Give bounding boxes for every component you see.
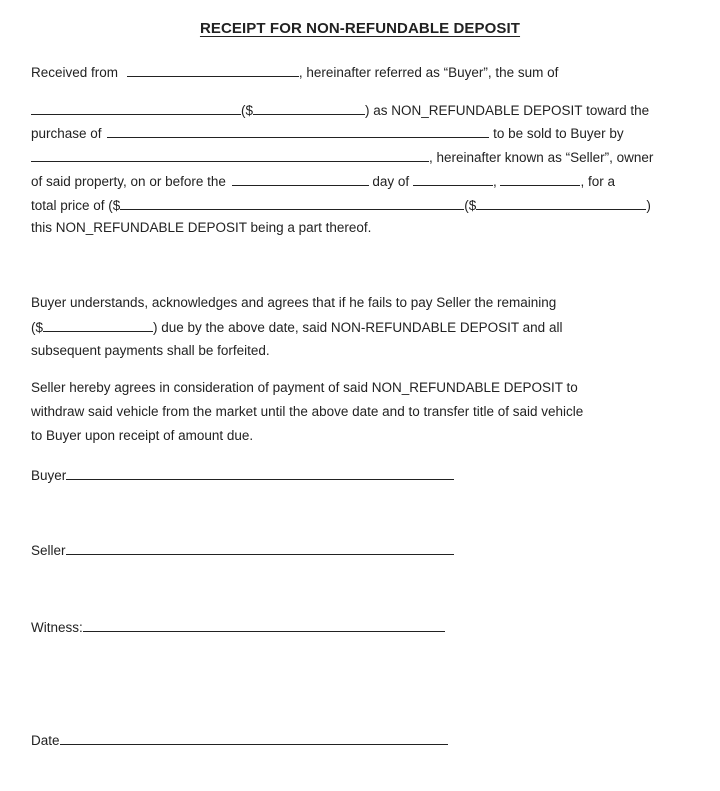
seller-name-blank[interactable] xyxy=(31,148,429,162)
p1-line-5 xyxy=(31,172,615,191)
remaining-dollar-open: ($ xyxy=(31,320,44,335)
withdraw-vehicle-text: withdraw said vehicle from the market until the above date and to transfer title of said vehicle xyxy=(31,404,584,419)
date-line[interactable] xyxy=(60,731,448,745)
hereinafter-buyer-text: , hereinafter referred as “Buyer”, the sum of xyxy=(298,65,559,80)
deposit-toward-text: ) as NON_REFUNDABLE DEPOSIT toward the xyxy=(365,103,650,118)
total-dollar-open: ($ xyxy=(464,198,477,213)
p2-line-2 xyxy=(31,318,562,337)
buyer-signature-line[interactable] xyxy=(66,466,454,480)
deposit-amount-words-blank[interactable] xyxy=(31,101,241,115)
witness-signature-row xyxy=(31,618,445,635)
buyer-signature-row xyxy=(31,466,454,483)
buyer-understands-text: Buyer understands, acknowledges and agrees that if he fails to pay Seller the remaining xyxy=(31,295,557,310)
document-title xyxy=(0,20,720,37)
month-blank[interactable] xyxy=(413,172,493,186)
p1-line-4 xyxy=(31,148,653,167)
p3-line-2 xyxy=(31,403,583,421)
seller-agrees-text: Seller hereby agrees in consideration of payment of said NON_REFUNDABLE DEPOSIT to xyxy=(31,380,578,395)
total-price-words-blank[interactable] xyxy=(120,196,464,210)
received-from-label: Received from xyxy=(31,65,119,80)
for-a-text: , for a xyxy=(580,174,615,189)
p3-line-1 xyxy=(31,379,578,397)
buyer-signature-label: Buyer xyxy=(31,468,67,483)
remaining-amount-blank[interactable] xyxy=(43,318,153,332)
witness-signature-label: Witness: xyxy=(31,620,83,635)
p1-line-2 xyxy=(31,101,649,120)
year-blank[interactable] xyxy=(500,172,580,186)
date-label: Date xyxy=(31,733,60,748)
document-title-text: RECEIPT FOR NON-REFUNDABLE DEPOSIT xyxy=(199,20,521,37)
day-of-text: day of xyxy=(372,174,410,189)
seller-signature-row xyxy=(31,541,454,558)
witness-signature-line[interactable] xyxy=(83,618,445,632)
purchase-of-label: purchase of xyxy=(31,126,102,141)
buyer-name-blank[interactable] xyxy=(127,63,299,77)
day-blank[interactable] xyxy=(232,172,369,186)
seller-signature-label: Seller xyxy=(31,543,66,558)
p1-line-3 xyxy=(31,124,624,143)
total-price-number-blank[interactable] xyxy=(476,196,646,210)
p1-line-1 xyxy=(31,63,558,82)
deposit-part-thereof-text: this NON_REFUNDABLE DEPOSIT being a part thereof. xyxy=(31,220,372,235)
deposit-amount-number-blank[interactable] xyxy=(253,101,365,115)
p1-line-7 xyxy=(31,219,371,237)
total-dollar-close: ) xyxy=(646,198,651,213)
p1-line-6 xyxy=(31,196,651,215)
total-price-label: total price of ($ xyxy=(31,198,121,213)
forfeited-text: subsequent payments shall be forfeited. xyxy=(31,343,270,358)
on-or-before-text: of said property, on or before the xyxy=(31,174,226,189)
p2-line-1 xyxy=(31,294,556,312)
p3-line-3 xyxy=(31,427,253,445)
hereinafter-seller-text: , hereinafter known as “Seller”, owner xyxy=(429,150,654,165)
property-blank[interactable] xyxy=(107,124,489,138)
receipt-of-amount-text: to Buyer upon receipt of amount due. xyxy=(31,428,254,443)
seller-signature-line[interactable] xyxy=(66,541,454,555)
due-by-date-text: ) due by the above date, said NON-REFUNDABLE DEPOSIT and all xyxy=(153,320,563,335)
deposit-dollar-open: ($ xyxy=(241,103,254,118)
date-comma: , xyxy=(492,174,497,189)
p2-line-3 xyxy=(31,342,270,360)
date-row xyxy=(31,731,448,748)
sold-to-buyer-text: to be sold to Buyer by xyxy=(493,126,624,141)
